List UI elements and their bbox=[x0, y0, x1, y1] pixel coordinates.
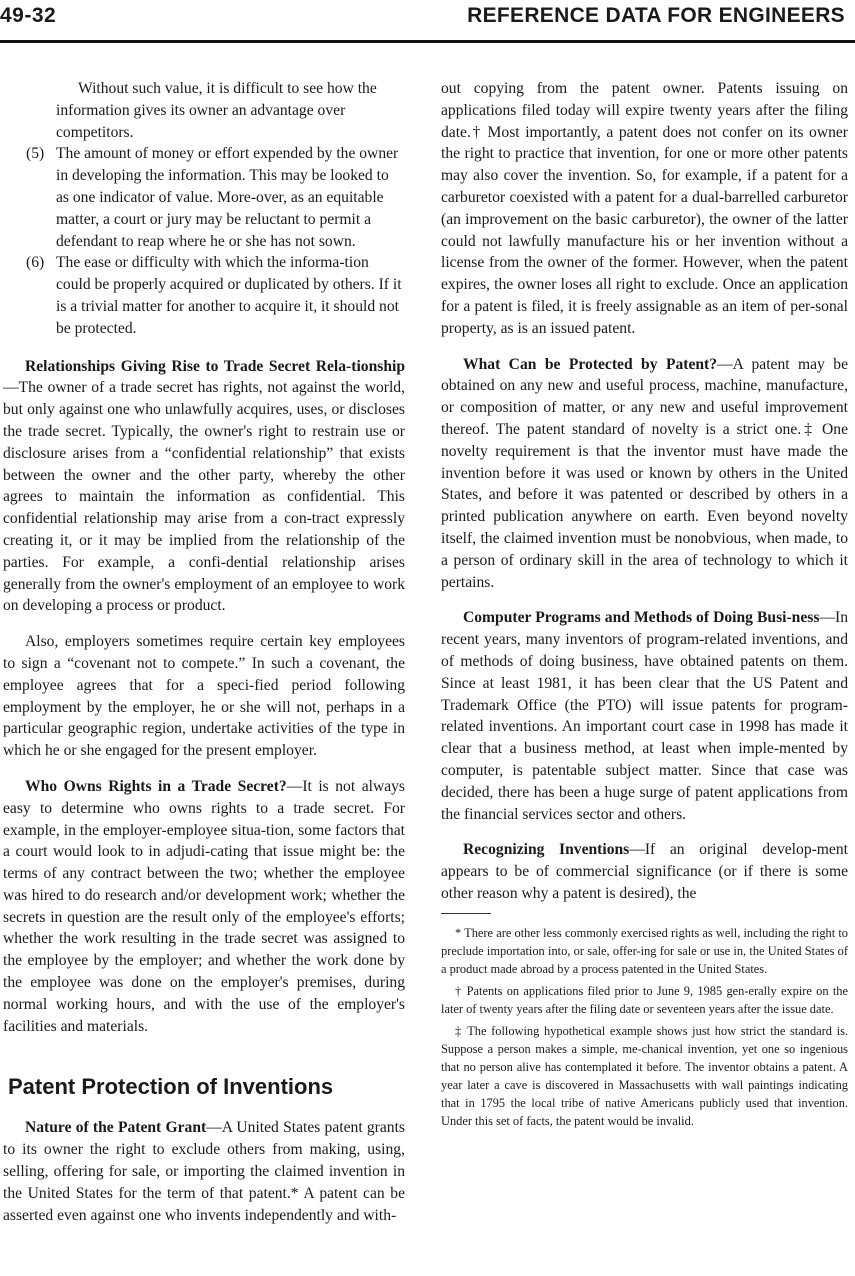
list-item-text: The ease or difficulty with which the informa-tion could be properly acquired or duplicated by others. If it is a trivial matter for another to acquire it, it should not be protected. bbox=[56, 254, 402, 337]
list-item bbox=[3, 143, 405, 252]
list-item-number: (5) bbox=[26, 145, 45, 163]
footnote-divider bbox=[441, 913, 491, 914]
left-column bbox=[3, 78, 405, 1226]
running-title: REFERENCE DATA FOR ENGINEERS bbox=[467, 4, 845, 27]
footnote: * There are other less commonly exercised rights as well, including the right to preclude importation into, or sale, offer-ing for sale or use in, the United States of a product made abroad by a process patented in the United States. bbox=[441, 925, 848, 976]
list-item-text: The amount of money or effort expended by the owner in developing the information. This may be looked to as one indicator of value. More-over, as an equitable matter, a court or jury may be reluctant to permit a defendant to reap where he or she has not sown. bbox=[56, 145, 399, 250]
run-in-heading: What Can be Protected by Patent? bbox=[463, 355, 718, 373]
footnotes bbox=[441, 924, 848, 1130]
paragraph-nature bbox=[3, 1117, 405, 1226]
page-header bbox=[0, 0, 855, 43]
criteria-list bbox=[3, 78, 405, 340]
paragraph-computer-programs bbox=[441, 607, 848, 825]
footnote: † Patents on applications filed prior to June 9, 1985 gen-erally expire on the later of twenty years after the filing date or seventeen years after the issue date. bbox=[441, 983, 848, 1016]
run-in-heading: Who Owns Rights in a Trade Secret? bbox=[25, 777, 287, 795]
run-in-heading: Recognizing Inventions bbox=[463, 841, 630, 859]
paragraph-what-protected bbox=[441, 354, 848, 594]
list-item-number: (6) bbox=[26, 254, 45, 272]
paragraph-recognizing bbox=[441, 839, 848, 904]
run-in-heading: Computer Programs and Methods of Doing Busi-ness bbox=[463, 609, 820, 627]
run-in-heading: Nature of the Patent Grant bbox=[25, 1119, 207, 1137]
paragraph-covenant: Also, employers sometimes require certain key employees to sign a “covenant not to compete.” In such a covenant, the employee agrees that for a speci-fied period following employment by the employer, he or she will not, perhaps in a particular geographic region, undertake activities of the type in which he or she engaged for the present employer. bbox=[3, 633, 405, 760]
section-heading: Patent Protection of Inventions bbox=[8, 1074, 334, 1100]
paragraph-text: —The owner of a trade secret has rights, not against the world, but only against one who unlawfully acquires, uses, or discloses the trade secret. Typically, the owner's right to restrain use or disclosure arises from a “confidential relationship” that exists between the owner and the other party, whereby the other agrees to maintain the information as confidential. This confidential relationship may arise from a con-tract expressly creating it, or it may be implied from the relationship of the parties. For example, a confi-dential relationship arises generally from the owner's employment of an employee to work on developing a process or product. bbox=[3, 379, 405, 615]
footnote: ‡ The following hypothetical example shows just how strict the standard is. Suppose a person makes a simple, me-chanical invention, yet one so ingenious that no person alive has contemplated it before. The inventor obtains a patent. A year later a cave is discovered in Massachusetts with wall paintings indicating that in 1795 the local tribe of native Americans publicly used that invention. Under this set of facts, the patent would be invalid. bbox=[441, 1023, 848, 1128]
paragraph-text: —A patent may be obtained on any new and useful process, machine, manufacture, or composition of matter, or any new and useful improvement thereof. The patent standard of novelty is a strict one.‡ One novelty requirement is that the inventor must have made the invention before it was used or known by others in the United States, and before it was patented or described by others in a printed publication anywhere on earth. Even beyond novelty itself, the claimed invention must be nonobvious, when made, to a person of ordinary skill in the area of technology to which it pertains. bbox=[441, 355, 848, 591]
paragraph-who-owns bbox=[3, 776, 405, 1038]
paragraph-text: —In recent years, many inventors of program-related inventions, and of methods of doing business, have obtained patents on them. Since at least 1981, it has been clear that the US Patent and Trademark Office (the PTO) will issue patents for program-related inventions. An important court case in 1998 has made it clear that a business method, at least when imple-mented by computer, is patentable subject matter. Since that case was decided, there has been a huge surge of patent applications from the financial services sector and others. bbox=[441, 609, 848, 823]
list-continuation: Without such value, it is difficult to see how the information gives its owner an advantage over competitors. bbox=[56, 80, 377, 141]
right-column bbox=[441, 78, 848, 1134]
paragraph-text: —If an original develop-ment appears to be of commercial significance (or if there is some other reason why a patent is desired), the bbox=[441, 841, 848, 902]
paragraph-text: —A United States patent grants to its owner the right to exclude others from making, using, selling, offering for sale, or importing the claimed invention in the United States for the term of that patent.* A patent can be asserted even against one who invents independently and with- bbox=[3, 1119, 405, 1224]
paragraph-text: —It is not always easy to determine who owns rights to a trade secret. For example, in the employer-employee situa-tion, some factors that a court would look to in adjudi-cating that issue might be: the terms of any contract between the two; whether the employee was hired to do research and/or development work; whether the secrets in question are the result only of the employee's efforts; whether the work resulting in the trade secret was assigned to the employee by the employer; and whether the work done by the employee was done on the employer's premises, during normal working hours, and with the use of the employer's facilities and materials. bbox=[3, 777, 405, 1035]
paragraph-nature-continued: out copying from the patent owner. Patents issuing on applications filed today will expire twenty years after the filing date.† Most importantly, a patent does not confer on its owner the right to practice that invention, for one or more other patents may also cover the invention. So, for example, if a patent for a carburetor coexisted with a patent for a dual-barrelled carburetor (an improvement on the basic carburetor), the owner of the latter could not lawfully manufacture his or her invention without a license from the owner of the former. However, when the patent expires, the owner loses all right to exclude. Once an application for a patent is filed, it is freely assignable as an item of per-sonal property, as is an issued patent. bbox=[441, 80, 848, 337]
page-number: 49-32 bbox=[0, 4, 57, 27]
paragraph-relationships bbox=[3, 356, 405, 618]
list-item bbox=[3, 252, 405, 339]
run-in-heading: Relationships Giving Rise to Trade Secret Rela-tionship bbox=[25, 357, 405, 375]
